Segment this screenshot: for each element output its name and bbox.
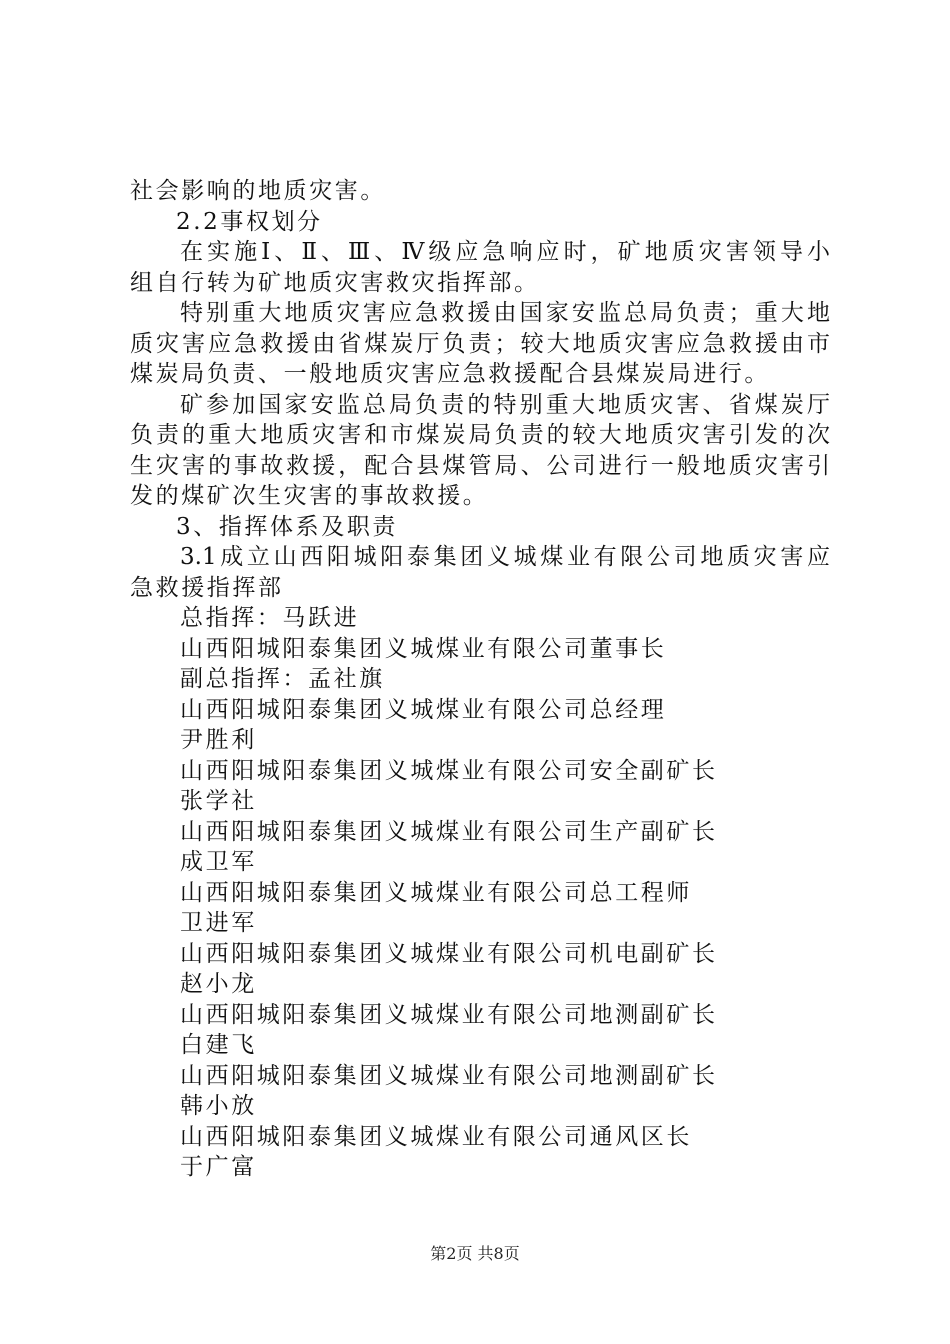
section-heading: 2.2事权划分 <box>176 208 323 235</box>
text-line: 矿参加国家安监总局负责的特别重大地质灾害、省煤炭厅 <box>180 391 830 418</box>
text-line: 特别重大地质灾害应急救援由国家安监总局负责；重大地 <box>180 300 830 326</box>
text-line: 韩小放 <box>180 1093 257 1119</box>
text-line: 负责的重大地质灾害和市煤炭局负责的较大地质灾害引发的次 <box>130 422 830 448</box>
text-line: 白建飞 <box>180 1032 257 1058</box>
text-line: 急救援指挥部 <box>130 574 284 601</box>
text-line: 山西阳城阳泰集团义城煤业有限公司总经理 <box>180 696 667 723</box>
text-line: 山西阳城阳泰集团义城煤业有限公司安全副矿长 <box>180 757 718 784</box>
section-heading: 3、指挥体系及职责 <box>176 513 399 540</box>
text-line: 张学社 <box>180 788 257 814</box>
text-line: 山西阳城阳泰集团义城煤业有限公司地测副矿长 <box>180 1001 718 1028</box>
text-line: 社会影响的地质灾害。 <box>130 178 386 204</box>
text-line: 副总指挥：孟社旗 <box>180 666 385 692</box>
text-line: 组自行转为矿地质灾害救灾指挥部。 <box>130 269 540 296</box>
text-line: 在实施Ⅰ、Ⅱ、Ⅲ、Ⅳ级应急响应时，矿地质灾害领导小 <box>180 239 830 265</box>
text-line: 于广富 <box>180 1154 257 1180</box>
text-line: 发的煤矿次生灾害的事故救援。 <box>130 483 489 509</box>
text-line: 山西阳城阳泰集团义城煤业有限公司总工程师 <box>180 879 692 906</box>
text-line: 成卫军 <box>180 849 257 875</box>
document-body <box>130 176 830 1183</box>
page-number-footer: 第2页 共8页 <box>430 1244 520 1263</box>
text-line: 卫进军 <box>180 910 257 936</box>
text-line: 山西阳城阳泰集团义城煤业有限公司生产副矿长 <box>180 818 718 845</box>
text-line: 山西阳城阳泰集团义城煤业有限公司机电副矿长 <box>180 940 718 967</box>
section-heading: 3.1成立山西阳城阳泰集团义城煤业有限公司地质灾害应 <box>180 544 830 570</box>
text-line: 生灾害的事故救援，配合县煤管局、公司进行一般地质灾害引 <box>130 452 830 479</box>
text-line: 质灾害应急救援由省煤炭厅负责；较大地质灾害应急救援由市 <box>130 330 830 357</box>
text-line: 尹胜利 <box>180 727 257 753</box>
text-line: 山西阳城阳泰集团义城煤业有限公司通风区长 <box>180 1123 692 1150</box>
text-line: 赵小龙 <box>180 971 257 997</box>
text-line: 总指挥：马跃进 <box>180 605 360 631</box>
text-line: 山西阳城阳泰集团义城煤业有限公司地测副矿长 <box>180 1062 718 1089</box>
text-line: 煤炭局负责、一般地质灾害应急救援配合县煤炭局进行。 <box>130 361 770 387</box>
text-line: 山西阳城阳泰集团义城煤业有限公司董事长 <box>180 635 667 662</box>
